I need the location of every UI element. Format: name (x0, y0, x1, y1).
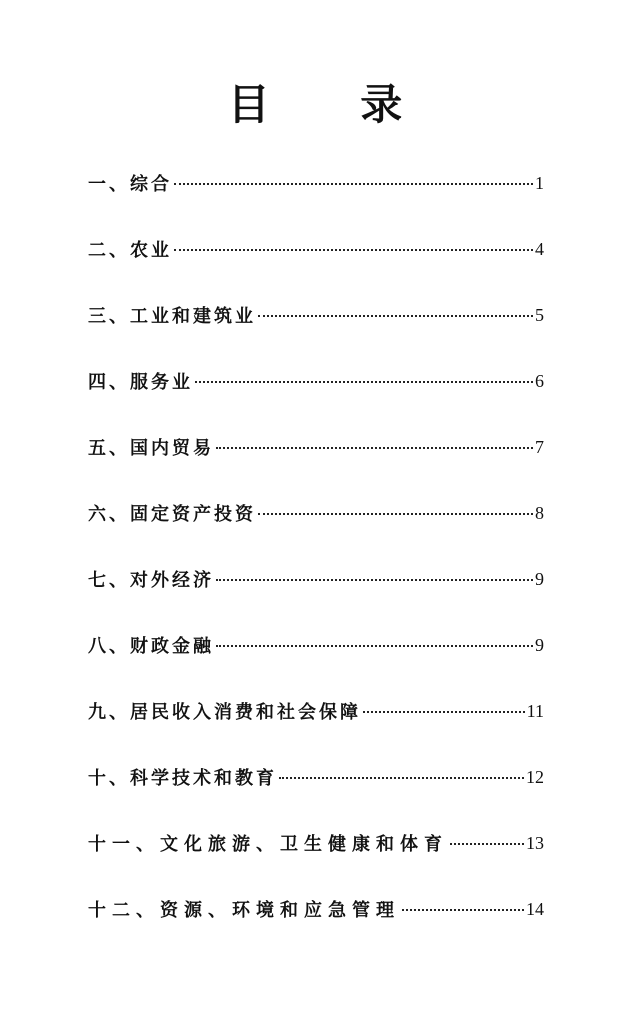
toc-entry-6[interactable] (88, 480, 544, 546)
toc-entry-label: 一、综合 (88, 174, 172, 195)
toc-entry-8[interactable] (88, 612, 544, 678)
dot-leader (174, 249, 533, 251)
dot-leader (195, 381, 533, 383)
dot-leader (216, 579, 533, 581)
toc-entry-1[interactable] (88, 150, 544, 216)
toc-entry-label: 四、服务业 (88, 372, 193, 393)
toc-entry-label: 十、科学技术和教育 (88, 768, 277, 789)
toc-entry-label: 三、工业和建筑业 (88, 306, 256, 327)
toc-entry-page: 9 (535, 634, 544, 655)
toc-entry-page: 6 (535, 370, 544, 391)
toc-entry-2[interactable] (88, 216, 544, 282)
toc-entry-label: 九、居民收入消费和社会保障 (88, 702, 361, 723)
table-of-contents (88, 150, 544, 942)
toc-entry-label: 八、财政金融 (88, 636, 214, 657)
toc-entry-page: 12 (526, 766, 544, 787)
dot-leader (363, 711, 525, 713)
toc-entry-4[interactable] (88, 348, 544, 414)
dot-leader (216, 645, 533, 647)
toc-entry-12[interactable] (88, 876, 544, 942)
toc-entry-page: 7 (535, 436, 544, 457)
toc-entry-label: 六、固定资产投资 (88, 504, 256, 525)
toc-entry-page: 14 (526, 898, 544, 919)
page-title: 目 录 (227, 80, 441, 129)
toc-entry-page: 13 (526, 832, 544, 853)
dot-leader (402, 909, 524, 911)
toc-entry-label: 十一、文化旅游、卫生健康和体育 (88, 834, 448, 855)
toc-entry-page: 1 (535, 172, 544, 193)
dot-leader (216, 447, 533, 449)
toc-entry-label: 二、农业 (88, 240, 172, 261)
toc-entry-page: 4 (535, 238, 544, 259)
dot-leader (258, 513, 533, 515)
toc-entry-10[interactable] (88, 744, 544, 810)
toc-entry-page: 11 (526, 700, 544, 721)
dot-leader (279, 777, 524, 779)
toc-entry-page: 9 (535, 568, 544, 589)
toc-entry-9[interactable] (88, 678, 544, 744)
toc-entry-page: 5 (535, 304, 544, 325)
dot-leader (450, 843, 524, 845)
toc-entry-label: 十二、资源、环境和应急管理 (88, 900, 400, 921)
toc-entry-label: 七、对外经济 (88, 570, 214, 591)
toc-entry-5[interactable] (88, 414, 544, 480)
toc-entry-page: 8 (535, 502, 544, 523)
dot-leader (174, 183, 533, 185)
toc-entry-7[interactable] (88, 546, 544, 612)
toc-entry-11[interactable] (88, 810, 544, 876)
dot-leader (258, 315, 533, 317)
toc-entry-label: 五、国内贸易 (88, 438, 214, 459)
toc-entry-3[interactable] (88, 282, 544, 348)
